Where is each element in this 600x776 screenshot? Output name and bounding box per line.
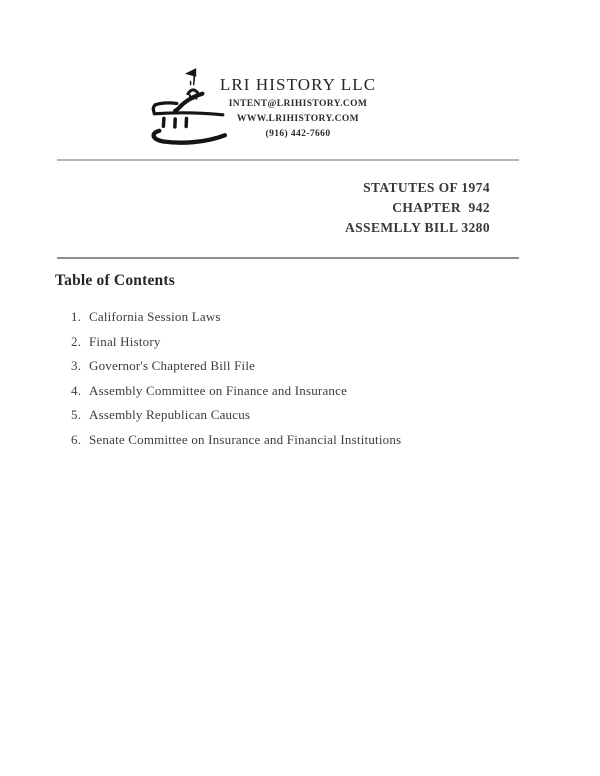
toc-item [71, 333, 401, 350]
toc-title: Table of Contents [55, 272, 175, 289]
company-name: LRI HISTORY LLC [219, 75, 377, 94]
toc-item [71, 357, 401, 374]
toc-item [71, 406, 401, 423]
bill-line: ASSEMLLY BILL 3280 [344, 220, 490, 235]
toc-item-number: 2. [71, 333, 82, 349]
bill-reference [345, 178, 490, 238]
toc-item-label: Final History [89, 333, 161, 349]
statutes-line: STATUTES OF 1974 [363, 180, 490, 195]
toc-item [71, 382, 401, 399]
letterhead [168, 76, 428, 142]
toc-item-number: 5. [71, 407, 82, 422]
toc-item-label: Assembly Committee on Finance and Insurance [89, 382, 348, 398]
chapter-line: CHAPTER 942 [392, 200, 490, 215]
toc-item-label: Governor's Chaptered Bill File [89, 358, 256, 373]
toc-item-number: 6. [71, 431, 82, 447]
toc-item-label: Assembly Republican Caucus [89, 407, 251, 422]
toc-item [71, 431, 401, 448]
logo-column [163, 118, 164, 126]
toc-item [71, 308, 401, 325]
toc-list [71, 308, 401, 455]
company-email: INTENT@LRIHISTORY.COM [228, 99, 368, 109]
divider-bottom [57, 257, 519, 259]
company-phone: (916) 442-7660 [265, 129, 331, 139]
toc-item-number: 3. [71, 358, 82, 373]
toc-item-label: Senate Committee on Insurance and Financial Institutions [89, 431, 402, 447]
toc-item-label: California Session Laws [89, 309, 221, 324]
toc-item-number: 4. [71, 382, 82, 398]
toc-item-number: 1. [71, 309, 82, 324]
company-website: WWW.LRIHISTORY.COM [236, 114, 360, 124]
divider-top [57, 159, 519, 161]
